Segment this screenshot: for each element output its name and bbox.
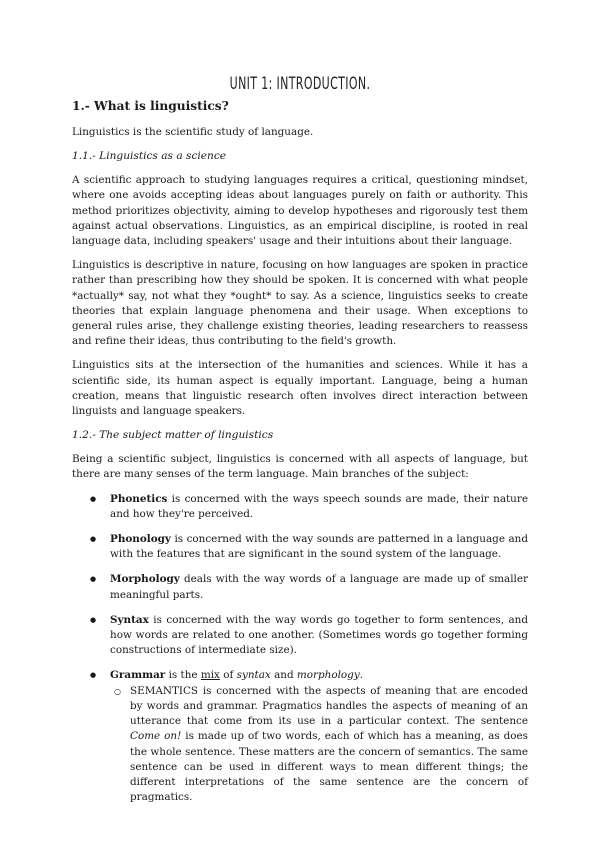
paragraph-2: Linguistics is descriptive in nature, focusing on how languages are spoken in practice rather than prescribing how they should be spoken. It is concerned with what people *actually* say, not what they *ought* to say. As a science, linguistics seeks to create theories that explain language phenomena and their usage. When exceptions to general rules arise, they challenge existing theories, leading researchers to reassess and refine their ideas, thus contributing to the field's growth. <box>72 259 528 348</box>
term-syntax: Syntax <box>110 613 149 626</box>
list-item-morphology <box>110 572 528 602</box>
page-title: UNIT 1: INTRODUCTION. <box>229 74 371 94</box>
semantics-text-2: is made up of two words, each of which has a meaning, as does the whole sentence. These matters are the concern of semantics. The same sentence can be used in different ways to mean different things; the different interpretations of the same sentence are the concern of pragmatics. <box>130 730 528 804</box>
paragraph-3: Linguistics sits at the intersection of the humanities and sciences. While it has a scientific side, its human aspect is equally important. Language, being a human creation, means that linguistic research often involves direct interaction between linguists and language speakers. <box>72 359 528 418</box>
grammar-text-4: . <box>359 669 364 682</box>
grammar-text-3: and <box>270 669 297 682</box>
grammar-mix: mix <box>200 669 220 682</box>
definition-phonetics: is concerned with the ways speech sounds are made, their nature and how they're perceived. <box>110 492 528 520</box>
semantics-text-1: SEMANTICS is concerned with the aspects of meaning that are encoded by words and grammar. Pragmatics handles the aspects of meaning of an utterance that come from its use in a particular context. The sentence <box>130 684 528 728</box>
list-item-grammar <box>110 668 528 805</box>
grammar-text-2: of <box>219 669 237 682</box>
semantics-sublist <box>110 684 528 806</box>
term-grammar: Grammar <box>110 669 166 682</box>
list-item-syntax <box>110 613 528 659</box>
definition-morphology: deals with the way words of a language are made up of smaller meaningful parts. <box>110 573 528 601</box>
branches-intro: Being a scientific subject, linguistics is concerned with all aspects of language, but there are many senses of the term language. Main branches of the subject: <box>72 453 528 481</box>
definition-syntax: is concerned with the way words go together to form sentences, and how words are related to one another. (Sometimes words go together forming constructions of intermediate size). <box>110 613 528 657</box>
term-phonetics: Phonetics <box>110 492 168 505</box>
term-morphology: Morphology <box>110 573 180 586</box>
grammar-text-1: is the <box>165 669 201 682</box>
grammar-morphology: morphology <box>296 669 360 682</box>
grammar-syntax: syntax <box>236 669 271 682</box>
subsection-heading-1: 1.1.- Linguistics as a science <box>72 150 227 163</box>
document-body <box>72 98 528 807</box>
list-item-phonology <box>110 532 528 562</box>
list-item-phonetics <box>110 492 528 522</box>
section-heading: 1.- What is linguistics? <box>72 99 229 113</box>
branches-list <box>72 492 528 806</box>
subsection-heading-2: 1.2.- The subject matter of linguistics <box>72 429 274 442</box>
paragraph-1: A scientific approach to studying languages requires a critical, questioning mindset, where one avoids accepting ideas about languages purely on faith or authority. This method prioritizes objectivity, aiming to develop hypotheses and rigorously test them against actual observations. Linguistics, as an empirical discipline, is rooted in real language data, including speakers' usage and their intuitions about their language. <box>72 174 528 248</box>
come-on-example: Come on! <box>130 730 182 743</box>
term-phonology: Phonology <box>110 533 171 546</box>
list-item-semantics <box>130 684 528 806</box>
intro-paragraph: Linguistics is the scientific study of language. <box>72 126 314 138</box>
definition-phonology: is concerned with the way sounds are patterned in a language and with the features that are significant in the sound system of the language. <box>110 533 528 561</box>
